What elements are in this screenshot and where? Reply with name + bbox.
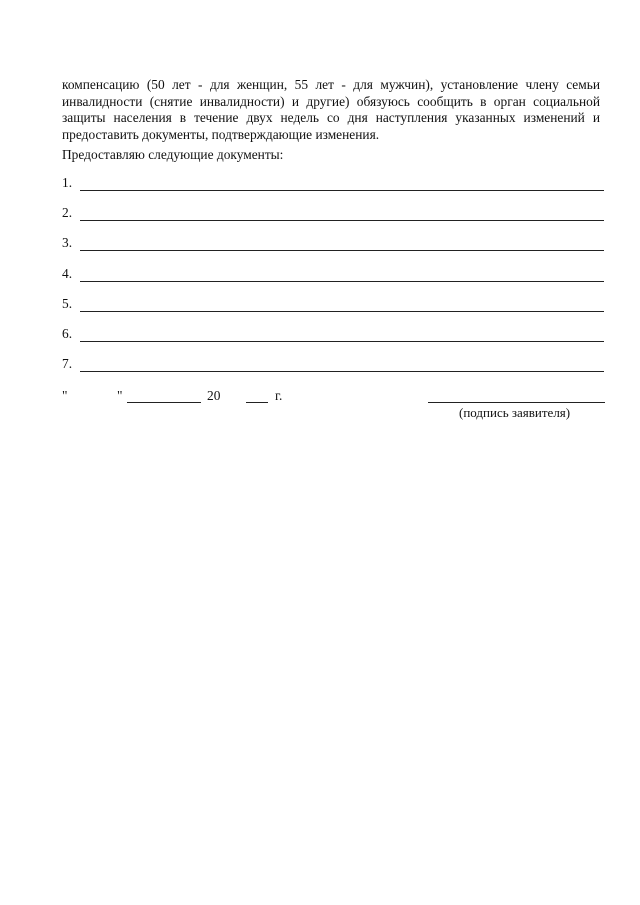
document-entry-line — [80, 250, 604, 251]
document-entry-line — [80, 190, 604, 191]
year-blank-line — [246, 402, 268, 403]
signature-blank-line — [428, 402, 605, 403]
month-blank-line — [127, 402, 201, 403]
year-suffix: г. — [275, 388, 283, 403]
document-entry-line — [80, 311, 604, 312]
document-row-2 — [62, 205, 604, 223]
document-number: 2. — [62, 205, 73, 220]
document-row-6 — [62, 326, 604, 344]
obligation-paragraph: компенсацию (50 лет - для женщин, 55 лет - для мужчин), установление члену семьи инвалидности (снятие инвалидности) и другие) обязуюсь сообщить в орган социальной защиты населения в течение двух недель со дня наступления указанных изменений и предоставить документы, подтверждающие изменения. — [62, 77, 600, 142]
document-number: 3. — [62, 235, 73, 250]
document-entry-line — [80, 341, 604, 342]
date-signature-row — [62, 388, 607, 428]
document-number: 6. — [62, 326, 73, 341]
year-prefix: 20 — [207, 388, 221, 403]
document-number: 7. — [62, 356, 73, 371]
day-quote-close: " — [117, 388, 123, 403]
document-entry-line — [80, 371, 604, 372]
document-number: 1. — [62, 175, 73, 190]
document-number: 5. — [62, 296, 73, 311]
document-row-5 — [62, 296, 604, 314]
document-entry-line — [80, 281, 604, 282]
document-row-7 — [62, 356, 604, 374]
document-row-4 — [62, 266, 604, 284]
day-quote-open: " — [62, 388, 68, 403]
signature-caption: (подпись заявителя) — [459, 405, 571, 420]
document-row-3 — [62, 235, 604, 253]
document-entry-line — [80, 220, 604, 221]
document-number: 4. — [62, 266, 73, 281]
documents-intro: Предоставляю следующие документы: — [62, 147, 284, 162]
document-row-1 — [62, 175, 604, 193]
